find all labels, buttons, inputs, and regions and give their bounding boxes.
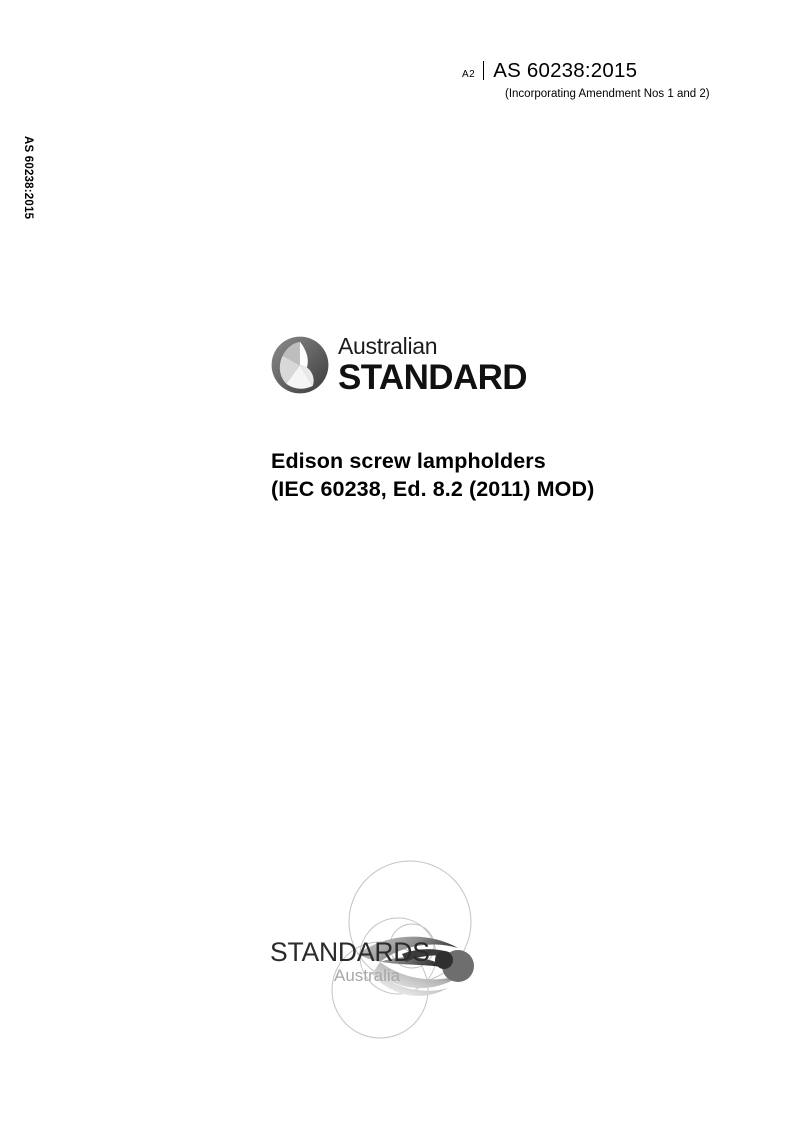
page-title-line-1: Edison screw lampholders bbox=[271, 449, 546, 473]
amendment-tag: A2 bbox=[462, 69, 476, 80]
document-number: AS 60238:2015 bbox=[493, 59, 638, 82]
incorporating-amendments-note: (Incorporating Amendment Nos 1 and 2) bbox=[505, 87, 710, 100]
brand-line-standard: STANDARD bbox=[338, 358, 527, 397]
header-title-line bbox=[462, 58, 762, 82]
australian-standard-logo bbox=[271, 335, 527, 395]
standards-australia-logo bbox=[262, 836, 502, 1066]
header-divider-rule bbox=[483, 61, 484, 80]
standards-australia-wordmark bbox=[270, 939, 430, 984]
footer-brand-line-australia: Australia bbox=[334, 965, 401, 985]
spine-document-number: AS 60238:2015 bbox=[22, 136, 34, 220]
document-header bbox=[462, 58, 762, 100]
page-title-line-2: (IEC 60238, Ed. 8.2 (2011) MOD) bbox=[271, 476, 595, 501]
australian-standard-circle-logo-icon bbox=[271, 336, 329, 394]
page-title bbox=[271, 448, 741, 503]
australian-standard-wordmark bbox=[338, 335, 527, 395]
footer-brand-line-standards: STANDARDS bbox=[270, 937, 430, 967]
brand-line-australian: Australian bbox=[338, 333, 438, 359]
